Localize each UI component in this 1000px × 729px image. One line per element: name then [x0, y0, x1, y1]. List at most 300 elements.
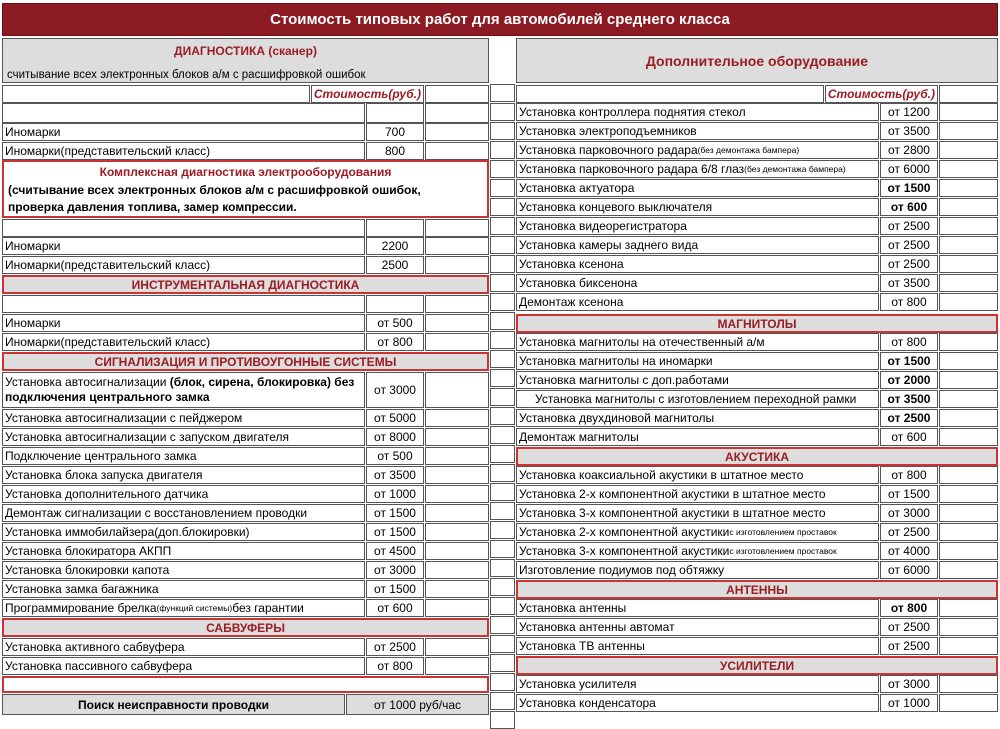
item-extra: [939, 179, 998, 197]
table-row: [516, 485, 998, 503]
item-name: [2, 333, 365, 351]
section-header: [2, 275, 489, 294]
item-extra: [939, 103, 998, 121]
item-extra: [939, 333, 998, 351]
item-name-text: Установка магнитолы на отечественный а/м: [519, 335, 765, 349]
item-extra: [425, 580, 489, 598]
item-extra: [939, 236, 998, 254]
divider-cell: [490, 445, 515, 463]
table-row: [2, 85, 489, 103]
table-row: [2, 657, 489, 675]
section-title: УСИЛИТЕЛИ: [516, 656, 998, 675]
table-row: [516, 694, 998, 712]
table-row: [516, 390, 998, 408]
item-extra: [939, 293, 998, 311]
item-extra: [939, 675, 998, 693]
item-price: от 3000: [366, 561, 424, 579]
item-extra: [939, 542, 998, 560]
divider-cell: [490, 141, 515, 159]
item-extra: [425, 638, 489, 656]
section-title: СИГНАЛИЗАЦИЯ И ПРОТИВОУГОННЫЕ СИСТЕМЫ: [2, 352, 489, 371]
item-price: от 2500: [880, 523, 938, 541]
footer-price: от 1000 руб/час: [346, 694, 489, 715]
blank-cell: [425, 295, 489, 313]
item-name-text: без гарантии: [232, 601, 304, 615]
divider-cell: [490, 483, 515, 501]
item-price: от 3000: [880, 675, 938, 693]
item-extra: [939, 599, 998, 617]
blank-cell: [939, 85, 998, 103]
table-row: [516, 352, 998, 370]
blank-cell: [366, 103, 424, 123]
item-price: от 1500: [880, 179, 938, 197]
item-price: от 2500: [880, 236, 938, 254]
table-row: [516, 561, 998, 579]
divider-cell: [490, 635, 515, 653]
item-price: от 1500: [366, 580, 424, 598]
item-name-text: Установка контроллера поднятия стекол: [519, 105, 746, 119]
section-title: МАГНИТОЛЫ: [516, 314, 998, 333]
divider-cell: [490, 559, 515, 577]
item-extra: [939, 409, 998, 427]
table-row: [2, 561, 489, 579]
item-name-text: Установка конденсатора: [519, 696, 656, 710]
divider-cell: [490, 521, 515, 539]
item-name-text: Установка антенны: [519, 601, 627, 615]
table-row: [516, 637, 998, 655]
item-name-text: Иномарки(представительский класс): [5, 144, 211, 158]
item-name-text: Установка блокировки капота: [5, 563, 170, 577]
diagnostics-title: ДИАГНОСТИКА (сканер): [174, 44, 317, 58]
item-name: [516, 255, 879, 273]
table-row: [2, 333, 489, 351]
item-name: [2, 657, 365, 675]
table-row: [516, 85, 998, 103]
divider-cell: [490, 673, 515, 691]
item-name-text: Установка автосигнализации с пейджером: [5, 411, 243, 425]
item-price: от 600: [880, 198, 938, 216]
item-extra: [939, 274, 998, 292]
item-price: от 800: [880, 333, 938, 351]
table-row: [2, 676, 489, 693]
table-row: [516, 371, 998, 389]
table-row: [516, 466, 998, 484]
item-name: [2, 485, 365, 503]
table-row: [2, 142, 489, 160]
blank-cell: [425, 219, 489, 237]
table-row: [2, 542, 489, 560]
item-note: с изготовлением проставок: [729, 546, 837, 556]
item-name: [516, 236, 879, 254]
table-row: [2, 599, 489, 617]
table-row: [2, 466, 489, 484]
table-row: [2, 295, 489, 313]
item-extra: [425, 142, 489, 160]
item-name: [516, 179, 879, 197]
item-extra: [939, 217, 998, 235]
item-name: [2, 466, 365, 484]
blank-cell: [425, 103, 489, 123]
item-extra: [939, 694, 998, 712]
item-price: от 1500: [880, 485, 938, 503]
item-price: от 600: [366, 599, 424, 617]
item-price: 2200: [366, 237, 424, 255]
item-price: от 1200: [880, 103, 938, 121]
item-price: от 2500: [880, 637, 938, 655]
item-extra: [939, 198, 998, 216]
item-price: от 2000: [880, 371, 938, 389]
item-name: [2, 142, 365, 160]
divider-cell: [490, 236, 515, 254]
blank-cell: [2, 676, 489, 693]
item-extra: [425, 447, 489, 465]
section-header: [2, 352, 489, 371]
item-name: [516, 523, 879, 541]
item-price: от 2500: [880, 255, 938, 273]
divider-cell: [490, 293, 515, 311]
item-note: (без демонтажа бампера): [697, 145, 800, 155]
item-name: [2, 580, 365, 598]
item-name-text: Установка 3-х компонентной акустики: [519, 544, 730, 558]
table-row: [516, 542, 998, 560]
item-extra: [939, 466, 998, 484]
item-name-text: Установка биксенона: [519, 276, 638, 290]
table-row: [2, 428, 489, 446]
table-row: [516, 333, 998, 351]
item-extra: [939, 504, 998, 522]
table-row: [2, 219, 489, 237]
item-name: [2, 638, 365, 656]
blank-cell: [2, 295, 365, 313]
item-price: от 4000: [880, 542, 938, 560]
item-extra: [425, 466, 489, 484]
item-name: [516, 390, 879, 408]
complex-subtitle: (считывание всех электронных блоков а/м с расшифровкой ошибок, проверка давления топлива, замер компрессии.: [8, 183, 421, 214]
item-price: 800: [366, 142, 424, 160]
table-row: [2, 638, 489, 656]
table-row: [2, 409, 489, 427]
section-header: [516, 447, 998, 466]
table-row: [2, 237, 489, 255]
item-name-text: Установка активного сабвуфера: [5, 640, 185, 654]
item-name-text: Установка пассивного сабвуфера: [5, 659, 193, 673]
section-header: [516, 314, 998, 333]
item-extra: [939, 485, 998, 503]
divider-cell: [490, 274, 515, 292]
item-name: [516, 122, 879, 140]
item-price: от 2500: [880, 217, 938, 235]
item-note: с изготовлением проставок: [729, 527, 837, 537]
item-name-text: Установка магнитолы на иномарки: [519, 354, 713, 368]
divider-cell: [490, 103, 515, 121]
item-name: [516, 618, 879, 636]
page-title: Стоимость типовых работ для автомобилей среднего класса: [2, 3, 998, 36]
item-name: [516, 485, 879, 503]
divider-cell: [490, 331, 515, 349]
table-row: [516, 599, 998, 617]
item-extra: [425, 542, 489, 560]
blank-cell: [366, 295, 424, 313]
item-price: от 800: [880, 466, 938, 484]
table-row: [516, 160, 998, 178]
divider-cell: [490, 578, 515, 596]
item-extra: [425, 409, 489, 427]
item-extra: [425, 256, 489, 274]
divider-cell: [490, 654, 515, 672]
item-name-text: Установка магнитолы с доп.работами: [519, 373, 729, 387]
table-row: [2, 580, 489, 598]
item-name-text: Установка замка багажника: [5, 582, 159, 596]
divider-cell: [490, 179, 515, 197]
item-price: от 500: [366, 314, 424, 332]
table-row: [516, 274, 998, 292]
item-name: [2, 372, 365, 408]
item-name-text: Установка автосигнализации с запуском двигателя: [5, 430, 290, 444]
item-name-text: Установка ТВ антенны: [519, 639, 645, 653]
table-row: [516, 675, 998, 693]
left-column: [2, 38, 489, 715]
table-row: [2, 523, 489, 541]
item-name-text: Изготовление подиумов под обтяжку: [519, 563, 725, 577]
footer-name: Поиск неисправности проводки: [2, 694, 345, 715]
blank-cell: [2, 85, 310, 103]
item-name: [2, 237, 365, 255]
item-name: [516, 274, 879, 292]
table-row: [516, 141, 998, 159]
divider-cell: [490, 388, 515, 406]
item-extra: [939, 371, 998, 389]
item-name: [516, 371, 879, 389]
item-extra: [939, 523, 998, 541]
item-name-text: Установка усилителя: [519, 677, 637, 691]
table-row: [516, 504, 998, 522]
table-row: [516, 103, 998, 121]
item-name-text: Установка 3-х компонентной акустики в штатное место: [519, 506, 826, 520]
item-name-text: Установка электроподъемников: [519, 124, 697, 138]
table-row: [516, 236, 998, 254]
item-name-text: Установка видеорегистратора: [519, 219, 687, 233]
item-name: [2, 523, 365, 541]
item-price: от 3500: [880, 122, 938, 140]
item-name: [516, 561, 879, 579]
divider-cell: [490, 540, 515, 558]
section-header: [516, 580, 998, 599]
item-name-text: Подключение центрального замка: [5, 449, 197, 463]
item-extra: [939, 561, 998, 579]
item-name: [2, 599, 365, 617]
table-row: [2, 447, 489, 465]
item-extra: [939, 618, 998, 636]
item-name: [516, 409, 879, 427]
item-name-text: Установка магнитолы с изготовлением переходной рамки: [535, 392, 857, 406]
divider-cell: [490, 84, 515, 102]
item-extra: [425, 428, 489, 446]
item-extra: [939, 352, 998, 370]
complex-diagnostics-header: [2, 160, 489, 218]
item-price: от 1500: [366, 523, 424, 541]
blank-cell: [2, 219, 365, 237]
item-name: [516, 217, 879, 235]
item-name: [516, 428, 879, 446]
item-name: [516, 542, 879, 560]
item-name: [516, 675, 879, 693]
item-name: [516, 293, 879, 311]
item-price: от 3500: [880, 390, 938, 408]
item-price: от 3500: [880, 274, 938, 292]
section-title: АНТЕННЫ: [516, 580, 998, 599]
right-column: [516, 38, 998, 715]
wiring-search-row: [2, 694, 489, 715]
item-name-text: Демонтаж сигнализации с восстановлением проводки: [5, 506, 308, 520]
divider-cell: [490, 122, 515, 140]
item-extra: [425, 314, 489, 332]
item-price: от 2500: [880, 618, 938, 636]
item-extra: [939, 141, 998, 159]
table-row: [2, 103, 489, 123]
item-name: [516, 160, 879, 178]
extra-equipment-header: Дополнительное оборудование: [516, 38, 998, 83]
item-price: от 1000: [366, 485, 424, 503]
item-name-text: Установка 2-х компонентной акустики в штатное место: [519, 487, 826, 501]
item-name-text: Установка парковочного радара 6/8 глаз: [519, 162, 745, 176]
item-name-text: Установка камеры заднего вида: [519, 238, 699, 252]
table-row: [516, 122, 998, 140]
item-price: от 3000: [880, 504, 938, 522]
table-row: [2, 504, 489, 522]
table-row: [516, 198, 998, 216]
item-name: [516, 103, 879, 121]
divider-cell: [490, 407, 515, 425]
section-title: АКУСТИКА: [516, 447, 998, 466]
table-row: [2, 123, 489, 141]
item-name-text: Демонтаж магнитолы: [519, 430, 639, 444]
item-extra: [939, 637, 998, 655]
middle-divider-column: [490, 84, 515, 715]
item-name: [2, 504, 365, 522]
table-row: [516, 179, 998, 197]
item-extra: [939, 122, 998, 140]
item-price: от 3000: [366, 372, 424, 408]
item-price: от 6000: [880, 561, 938, 579]
item-price: от 2500: [366, 638, 424, 656]
cost-header: Стоимость(руб.): [825, 85, 938, 103]
item-price: от 3500: [366, 466, 424, 484]
table-row: [516, 293, 998, 311]
blank-cell: [366, 219, 424, 237]
item-price: от 6000: [880, 160, 938, 178]
item-extra: [425, 237, 489, 255]
item-name: [2, 409, 365, 427]
blank-cell: [425, 85, 489, 103]
item-name-text: Иномарки: [5, 316, 61, 330]
item-extra: [425, 523, 489, 541]
item-price: 700: [366, 123, 424, 141]
item-extra: [425, 485, 489, 503]
item-name: [516, 599, 879, 617]
item-price: от 800: [366, 333, 424, 351]
item-extra: [425, 123, 489, 141]
item-price: от 8000: [366, 428, 424, 446]
item-name: [516, 504, 879, 522]
item-price: от 800: [366, 657, 424, 675]
item-name-text: Установка концевого выключателя: [519, 200, 713, 214]
item-name-text: Демонтаж ксенона: [519, 295, 624, 309]
divider-cell: [490, 616, 515, 634]
item-name-text: Установка дополнительного датчика: [5, 487, 209, 501]
section-header: [516, 656, 998, 675]
divider-cell: [490, 464, 515, 482]
divider-cell: [490, 692, 515, 710]
item-name: [516, 141, 879, 159]
item-extra: [425, 504, 489, 522]
table-row: [516, 618, 998, 636]
item-name: [516, 694, 879, 712]
item-name: [2, 447, 365, 465]
table-row: [516, 428, 998, 446]
item-price: от 2800: [880, 141, 938, 159]
section-title: ИНСТРУМЕНТАЛЬНАЯ ДИАГНОСТИКА: [2, 275, 489, 294]
item-name: [516, 466, 879, 484]
item-name: [516, 333, 879, 351]
section-title: САБВУФЕРЫ: [2, 618, 489, 637]
complex-title: Комплексная диагностика электрооборудования: [99, 165, 392, 179]
divider-cell: [490, 597, 515, 615]
item-price: от 2500: [880, 409, 938, 427]
item-extra: [939, 428, 998, 446]
table-row: [2, 256, 489, 274]
cost-header: Стоимость(руб.): [311, 85, 424, 103]
item-name-text: Иномарки: [5, 125, 61, 139]
item-name-text: Установка антенны автомат: [519, 620, 675, 634]
item-name-text: Установка парковочного радара: [519, 143, 698, 157]
divider-cell: [490, 160, 515, 178]
item-name: [516, 637, 879, 655]
item-name: [516, 352, 879, 370]
item-price: от 800: [880, 293, 938, 311]
table-row: [2, 485, 489, 503]
item-extra: [939, 390, 998, 408]
item-name: [2, 428, 365, 446]
item-name: [2, 314, 365, 332]
item-price: от 5000: [366, 409, 424, 427]
item-extra: [425, 657, 489, 675]
item-name-text: Установка двухдиновой магнитолы: [519, 411, 715, 425]
divider-cell: [490, 369, 515, 387]
item-name: [2, 123, 365, 141]
item-name-text: Иномарки: [5, 239, 61, 253]
table-row: [516, 255, 998, 273]
item-name: [2, 542, 365, 560]
blank-cell: [2, 103, 365, 123]
table-row: [2, 372, 489, 408]
diagnostics-header: [2, 38, 489, 83]
item-extra: [425, 333, 489, 351]
item-note: (без демонтажа бампера): [744, 164, 846, 174]
divider-cell: [490, 217, 515, 235]
item-price: от 800: [880, 599, 938, 617]
item-extra: [939, 160, 998, 178]
item-name-text: Установка актуатора: [519, 181, 635, 195]
divider-cell: [490, 711, 515, 729]
item-name-text: Установка автосигнализации: [5, 375, 170, 389]
divider-cell: [490, 426, 515, 444]
item-price: от 600: [880, 428, 938, 446]
blank-cell: [516, 85, 824, 103]
table-row: [516, 217, 998, 235]
item-name-text: Установка иммобилайзера(доп.блокировки): [5, 525, 250, 539]
diagnostics-subtitle: считывание всех электронных блоков а/м с расшифровкой ошибок: [7, 69, 366, 81]
item-name-text: Установка блокиратора АКПП: [5, 544, 172, 558]
